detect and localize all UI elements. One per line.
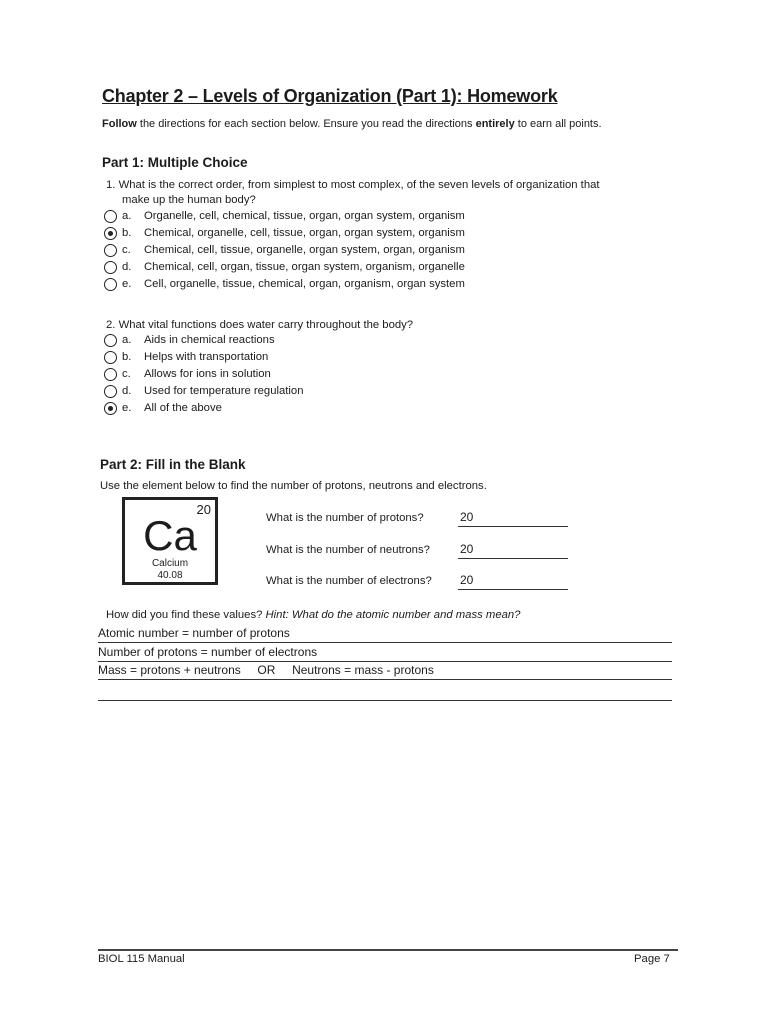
atomic-number: 20 [196, 502, 211, 517]
answer-line-1[interactable]: Atomic number = number of protons [98, 625, 672, 643]
q2-option-c[interactable] [104, 366, 304, 383]
q2-number: 2. [106, 319, 116, 331]
radio-button-selected[interactable] [104, 402, 117, 415]
footer-page-number: Page 7 [634, 953, 670, 965]
option-letter: d. [122, 385, 132, 397]
periodic-element-tile [122, 497, 218, 585]
footer-divider [98, 949, 678, 951]
option-letter: e. [122, 402, 132, 414]
option-text: Allows for ions in solution [144, 368, 271, 380]
q2-option-d[interactable] [104, 383, 304, 400]
q2-option-e[interactable] [104, 400, 304, 417]
q1-text-line2: make up the human body? [122, 194, 256, 206]
q1-option-d[interactable] [104, 259, 465, 276]
option-letter: a. [122, 334, 132, 346]
radio-button[interactable] [104, 385, 117, 398]
q2-option-b[interactable] [104, 349, 304, 366]
question-2 [106, 317, 413, 333]
intro-text [102, 118, 602, 130]
fill-question-neutrons: What is the number of neutrons? [266, 544, 430, 556]
fill-question-electrons: What is the number of electrons? [266, 575, 432, 587]
q2-text: What vital functions does water carry throughout the body? [118, 319, 414, 331]
element-name: Calcium [151, 558, 189, 569]
q1-number: 1. [106, 179, 116, 191]
intro-post: to earn all points. [514, 118, 602, 130]
option-letter: d. [122, 261, 132, 273]
radio-button[interactable] [104, 244, 117, 257]
option-text: Organelle, cell, chemical, tissue, organ, organ system, organism [144, 210, 465, 222]
answer-line-3[interactable]: Mass = protons + neutrons OR Neutrons = mass - protons [98, 662, 672, 680]
footer-manual: BIOL 115 Manual [98, 953, 185, 965]
option-text: All of the above [144, 402, 222, 414]
option-letter: e. [122, 278, 132, 290]
option-letter: c. [122, 368, 131, 380]
radio-button[interactable] [104, 261, 117, 274]
radio-button-selected[interactable] [104, 227, 117, 240]
option-text: Chemical, organelle, cell, tissue, organ, organ system, organism [144, 227, 465, 239]
q1-options [104, 208, 465, 293]
q1-option-a[interactable] [104, 208, 465, 225]
option-text: Used for temperature regulation [144, 385, 304, 397]
intro-bold-follow: Follow [102, 118, 137, 130]
q1-option-e[interactable] [104, 276, 465, 293]
part2-instructions: Use the element below to find the number of protons, neutrons and electrons. [100, 480, 487, 492]
option-letter: c. [122, 244, 131, 256]
intro-mid: the directions for each section below. Ensure you read the directions [136, 118, 476, 130]
answer-line-4[interactable] [98, 683, 672, 701]
element-symbol: Ca [143, 512, 197, 559]
option-letter: a. [122, 210, 132, 222]
option-text: Aids in chemical reactions [144, 334, 275, 346]
radio-button[interactable] [104, 334, 117, 347]
option-letter: b. [122, 227, 132, 239]
option-letter: b. [122, 351, 132, 363]
option-text: Chemical, cell, tissue, organelle, organ system, organ, organism [144, 244, 465, 256]
q1-option-c[interactable] [104, 242, 465, 259]
radio-button[interactable] [104, 351, 117, 364]
q1-text-line1: What is the correct order, from simplest to most complex, of the seven levels of organization that [118, 179, 600, 191]
part2-heading: Part 2: Fill in the Blank [100, 457, 246, 472]
q1-option-b[interactable] [104, 225, 465, 242]
answer-line-2[interactable]: Number of protons = number of electrons [98, 644, 672, 662]
atomic-mass: 40.08 [157, 570, 183, 581]
option-text: Chemical, cell, organ, tissue, organ system, organism, organelle [144, 261, 465, 273]
hint-italic: Hint: What do the atomic number and mass mean? [265, 609, 521, 621]
radio-button[interactable] [104, 278, 117, 291]
radio-button[interactable] [104, 368, 117, 381]
page-title: Chapter 2 – Levels of Organization (Part 1): Homework [102, 86, 558, 106]
q2-option-a[interactable] [104, 332, 304, 349]
electrons-answer-field[interactable]: 20 [458, 573, 568, 590]
option-text: Cell, organelle, tissue, chemical, organ, organism, organ system [144, 278, 465, 290]
intro-bold-entirely: entirely [475, 118, 515, 130]
hint-prompt [106, 609, 520, 621]
radio-button[interactable] [104, 210, 117, 223]
q2-options [104, 332, 304, 417]
hint-prefix: How did you find these values? [106, 609, 266, 621]
fill-question-protons: What is the number of protons? [266, 512, 424, 524]
part1-heading: Part 1: Multiple Choice [102, 155, 248, 170]
question-1 [106, 177, 600, 193]
option-text: Helps with transportation [144, 351, 269, 363]
protons-answer-field[interactable]: 20 [458, 510, 568, 527]
neutrons-answer-field[interactable]: 20 [458, 542, 568, 559]
